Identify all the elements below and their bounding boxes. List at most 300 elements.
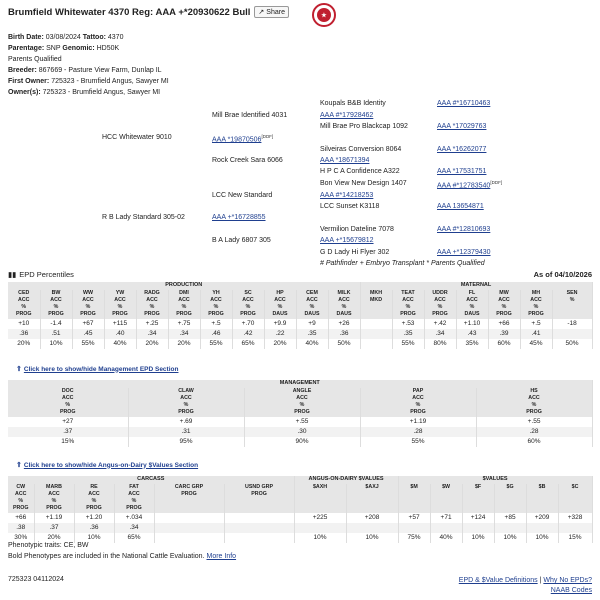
header-uddr — [424, 290, 456, 319]
header-line: PROG — [432, 311, 448, 317]
header-line — [347, 491, 398, 498]
header-line: PROG — [400, 311, 416, 317]
pedigree-dds-reg[interactable]: AAA #*12810693 — [437, 226, 491, 233]
value-marb: +1.19 — [34, 513, 74, 523]
pedigree-dam-name: R B Lady Standard 305-02 — [102, 214, 185, 221]
header-line: % — [469, 304, 475, 310]
birth-tattoo-line — [8, 34, 123, 41]
header-line: PROG — [126, 505, 142, 511]
epd-row — [8, 319, 592, 329]
value-pap: 55% — [360, 437, 476, 447]
header-line: CED — [18, 290, 30, 296]
pedigree-legend: # Pathfinder + Embryo Transplant * Parents Qualified — [320, 260, 485, 267]
pedigree-ddd-reg[interactable]: AAA +*12379430 — [437, 249, 491, 256]
pedigree-sire-name: HCC Whitewater 9010 — [102, 134, 172, 141]
header-line — [553, 304, 592, 311]
header-hp — [264, 290, 296, 319]
value-g — [494, 523, 526, 533]
value-axj: +208 — [346, 513, 398, 523]
header-line — [399, 491, 430, 498]
header-fat — [114, 484, 154, 513]
header-f — [462, 484, 494, 513]
header-line: ACC — [50, 297, 62, 303]
aod-group-header: ANGUS-ON-DAIRY $VALUES — [294, 476, 398, 484]
header-claw — [128, 388, 244, 417]
value-hp: 20% — [264, 339, 296, 349]
pedigree-sdd-reg[interactable]: AAA *17531751 — [437, 168, 487, 175]
header-line — [431, 491, 462, 498]
share-label: Share — [266, 8, 285, 16]
value-b — [526, 523, 558, 533]
epd-percentiles-header — [8, 270, 592, 279]
header-axh — [294, 484, 346, 513]
header-doc — [8, 388, 128, 417]
value-marb: .37 — [34, 523, 74, 533]
pedigree-sire-reg[interactable]: AAA *19870506 — [212, 136, 262, 144]
header-line: PROG — [176, 311, 192, 317]
value-cem: .35 — [296, 329, 328, 339]
carcass-group-header: CARCASS — [8, 476, 294, 484]
header-line: MARB — [46, 484, 62, 490]
header-c — [558, 484, 592, 513]
pedigree-sd-name: Rock Creek Sara 6066 — [212, 157, 283, 164]
value-f: 10% — [462, 533, 494, 543]
header-line: PROG — [208, 311, 224, 317]
parents-qualified: Parents Qualified — [8, 56, 62, 63]
naab-codes-link[interactable]: NAAB Codes — [550, 587, 592, 594]
production-maternal-table — [8, 282, 593, 349]
value-ced: 20% — [8, 339, 40, 349]
epd-row — [8, 417, 592, 427]
value-uddr: +.42 — [424, 319, 456, 329]
pedigree-ss-reg[interactable]: AAA #*17928462 — [320, 112, 374, 119]
value-angle: +.55 — [244, 417, 360, 427]
pedigree-sss-reg[interactable]: AAA #*16710463 — [437, 100, 491, 107]
value-b: 10% — [526, 533, 558, 543]
value-milk: .36 — [328, 329, 360, 339]
pedigree-ssd-reg[interactable]: AAA *17029763 — [437, 123, 487, 130]
value-angle: .30 — [244, 427, 360, 437]
value-yh: .46 — [200, 329, 232, 339]
breeder-label: Breeder: — [8, 67, 37, 74]
footer-links — [459, 576, 592, 596]
header-line: MW — [499, 290, 509, 296]
pedigree-ds-name: LCC New Standard — [212, 192, 273, 199]
epd-percentiles-title — [8, 270, 74, 279]
pedigree-ds-reg[interactable]: AAA #*14218253 — [320, 192, 374, 199]
value-ww: 55% — [72, 339, 104, 349]
header-line — [495, 491, 526, 498]
header-line: % — [533, 304, 539, 310]
header-line: PROG — [251, 491, 267, 497]
value-pap: +1.19 — [360, 417, 476, 427]
value-doc: +27 — [8, 417, 128, 427]
value-fat: 65% — [114, 533, 154, 543]
tattoo-label: Tattoo: — [82, 34, 106, 41]
header-ced — [8, 290, 40, 319]
header-line: ACC — [210, 297, 222, 303]
management-toggle-label: Click here to show/hide Management EPD Section — [23, 365, 179, 373]
value-sen: 50% — [552, 339, 592, 349]
header-line — [553, 311, 592, 318]
header-line: PROG — [496, 311, 512, 317]
value-sc: .42 — [232, 329, 264, 339]
value-radg: .34 — [136, 329, 168, 339]
header-line: BW — [51, 290, 61, 296]
value-uddr: 80% — [424, 339, 456, 349]
header-carc-grp — [154, 484, 224, 513]
header-line: $B — [538, 484, 546, 490]
dairy-toggle-link[interactable] — [16, 461, 198, 469]
value-usnd-grp — [224, 513, 294, 523]
header-line — [495, 498, 526, 505]
value-w: +71 — [430, 513, 462, 523]
header-line: % — [245, 304, 251, 310]
header-line: SC — [244, 290, 252, 296]
header-line: $C — [571, 484, 579, 490]
header-line: FL — [468, 290, 476, 296]
value-dmi: .34 — [168, 329, 200, 339]
header-line: MH — [531, 290, 541, 296]
epd-definitions-link[interactable]: EPD & $Value Definitions — [458, 577, 538, 584]
header-line — [559, 498, 592, 505]
header-line: RE — [90, 484, 98, 490]
header-line: % — [181, 304, 187, 310]
epd-percentiles-label: EPD Percentiles — [19, 270, 74, 279]
header-line: % — [18, 498, 24, 504]
first-owner-label: First Owner: — [8, 78, 50, 85]
epd-row — [8, 523, 592, 533]
value-ced: .36 — [8, 329, 40, 339]
value-fl: +1.10 — [456, 319, 488, 329]
header-dmi — [168, 290, 200, 319]
pedigree-sds-reg[interactable]: AAA *16262077 — [437, 146, 487, 153]
header-line — [463, 491, 494, 498]
header-line: SEN — [566, 290, 578, 296]
value-milk: 50% — [328, 339, 360, 349]
value-usnd-grp — [224, 523, 294, 533]
management-table — [8, 380, 593, 447]
header-line: MKH — [369, 290, 383, 296]
value-doc: .37 — [8, 427, 128, 437]
header-line — [295, 505, 346, 512]
header-line: PROG — [240, 311, 256, 317]
value-re: 10% — [74, 533, 114, 543]
owner-line — [8, 89, 160, 96]
header-line: % — [341, 304, 347, 310]
header-line: ACC — [466, 297, 478, 303]
header-line: MILK — [337, 290, 351, 296]
header-yw — [104, 290, 136, 319]
header-b — [526, 484, 558, 513]
header-line: % — [299, 402, 305, 408]
header-line: ACC — [15, 491, 27, 497]
value-usnd-grp — [224, 533, 294, 543]
header-line: % — [415, 402, 421, 408]
header-line: % — [131, 498, 137, 504]
why-no-epds-link[interactable]: Why No EPDs? — [543, 577, 592, 584]
header-line: PROG — [528, 311, 544, 317]
management-toggle-link[interactable] — [16, 365, 178, 373]
value-sc: 65% — [232, 339, 264, 349]
value-teat: 55% — [392, 339, 424, 349]
value-dmi: 20% — [168, 339, 200, 349]
header-line: PROG — [294, 409, 310, 415]
pedigree-sire-sub: [DDF] — [261, 134, 274, 139]
header-line: ACC — [128, 491, 140, 497]
header-usnd-grp — [224, 484, 294, 513]
bar-chart-icon: ▮▮ — [8, 270, 17, 279]
header-line: ACC — [434, 297, 446, 303]
value-mh: .41 — [520, 329, 552, 339]
header-line: YH — [212, 290, 220, 296]
header-line: PROG — [59, 409, 76, 415]
header-line: ACC — [180, 395, 192, 401]
pedigree-dss-reg[interactable]: AAA 13654871 — [437, 203, 484, 210]
header-line: $F — [474, 484, 482, 490]
header-line: % — [183, 402, 189, 408]
header-line: % — [149, 304, 155, 310]
value-yh: 55% — [200, 339, 232, 349]
header-line: ACC — [528, 395, 540, 401]
value-teat: .35 — [392, 329, 424, 339]
value-hp: +9.9 — [264, 319, 296, 329]
value-teat: +.53 — [392, 319, 424, 329]
header-line: CW — [16, 484, 26, 490]
value-yh: +.5 — [200, 319, 232, 329]
header-mkh — [360, 290, 392, 319]
header-line: ACC — [412, 395, 424, 401]
header-line — [347, 505, 398, 512]
header-line: % — [309, 304, 315, 310]
header-re — [74, 484, 114, 513]
header-line: $G — [506, 484, 514, 490]
value-bw: .51 — [40, 329, 72, 339]
value-fat: +.034 — [114, 513, 154, 523]
value-axj — [346, 523, 398, 533]
pedigree-dss-name: LCC Sunset K3118 — [320, 203, 380, 210]
pedigree-sds-name: Silveiras Conversion 8064 — [320, 146, 402, 153]
value-bw: -1.4 — [40, 319, 72, 329]
header-sen — [552, 290, 592, 319]
value-g: 10% — [494, 533, 526, 543]
header-line — [527, 491, 558, 498]
pedigree-dds-name: Vermilion Dateline 7078 — [320, 226, 394, 233]
header-line: ACC — [62, 395, 74, 401]
header-line — [295, 498, 346, 505]
header-line: CARC GRP — [174, 484, 204, 490]
bold-note-text: Bold Phenotypes are included in the National Cattle Evaluation. — [8, 553, 205, 560]
header-line: DMI — [179, 290, 189, 296]
value-c: +328 — [558, 513, 592, 523]
maternal-group-header: MATERNAL — [360, 282, 592, 290]
pedigree-sd-reg[interactable]: AAA *18671394 — [320, 157, 370, 164]
value-b: +209 — [526, 513, 558, 523]
header-line: % — [21, 304, 27, 310]
pedigree-dd-reg[interactable]: AAA +*15679812 — [320, 237, 374, 244]
value-milk: +26 — [328, 319, 360, 329]
header-line — [295, 491, 346, 498]
value-mkh — [360, 319, 392, 329]
header-milk — [328, 290, 360, 319]
header-mh — [520, 290, 552, 319]
header-line: ACC — [306, 297, 318, 303]
header-line: $AXJ — [365, 484, 379, 490]
value-carc-grp — [154, 533, 224, 543]
pedigree-dam-reg[interactable]: AAA +*16728855 — [212, 214, 266, 221]
value-m — [398, 523, 430, 533]
header-line: % — [437, 304, 443, 310]
header-line: CEM — [306, 290, 318, 296]
header-line — [399, 505, 430, 512]
value-g: +85 — [494, 513, 526, 523]
share-button[interactable] — [254, 6, 289, 18]
value-fl: 35% — [456, 339, 488, 349]
header-line: ACC — [274, 297, 286, 303]
double-chevron-icon: ⇑ — [16, 366, 22, 373]
header-hs — [476, 388, 592, 417]
carcass-values-table — [8, 476, 593, 543]
value-sc: +.70 — [232, 319, 264, 329]
value-axh — [294, 523, 346, 533]
angus-logo — [312, 3, 336, 27]
value-yw: 40% — [104, 339, 136, 349]
value-doc: 15% — [8, 437, 128, 447]
header-line — [527, 505, 558, 512]
value-axj: 10% — [346, 533, 398, 543]
header-sc — [232, 290, 264, 319]
epd-row — [8, 329, 592, 339]
value-sen — [552, 329, 592, 339]
header-line: ACC — [338, 297, 350, 303]
header-line: $W — [442, 484, 451, 490]
header-cw — [8, 484, 34, 513]
header-line — [225, 498, 294, 505]
header-line: HS — [530, 388, 538, 394]
epd-row — [8, 427, 592, 437]
value-fl: .43 — [456, 329, 488, 339]
header-line: PROG — [15, 311, 32, 317]
epd-row — [8, 339, 592, 349]
value-yw: .40 — [104, 329, 136, 339]
value-radg: +.25 — [136, 319, 168, 329]
value-cw: +66 — [8, 513, 34, 523]
pedigree-sddd-reg[interactable]: AAA #*12783540 — [437, 182, 491, 190]
value-uddr: .34 — [424, 329, 456, 339]
genomic-label: Genomic: — [62, 45, 95, 52]
value-mw: +66 — [488, 319, 520, 329]
pedigree-dd-name: B A Lady 6807 305 — [212, 237, 271, 244]
header-line: PROG — [144, 311, 160, 317]
value-claw: +.69 — [128, 417, 244, 427]
header-line: PROG — [48, 311, 64, 317]
birth-date: 03/08/2024 — [45, 34, 81, 41]
birth-date-label: Birth Date: — [8, 34, 44, 41]
header-fl — [456, 290, 488, 319]
value-mkh — [360, 329, 392, 339]
header-w — [430, 484, 462, 513]
header-line: ACC — [48, 491, 60, 497]
header-angle — [244, 388, 360, 417]
header-line — [361, 304, 392, 311]
pedigree-sddd-name: Bon View New Design 1407 — [320, 180, 407, 187]
value-cw: .38 — [8, 523, 34, 533]
more-info-link[interactable]: More Info — [206, 553, 237, 560]
double-chevron-icon: ⇑ — [16, 462, 22, 469]
value-marb: 20% — [34, 533, 74, 543]
epd-row — [8, 513, 592, 523]
phenotypic-traits: Phenotypic traits: CE, BW — [8, 542, 89, 549]
header-line: % — [117, 304, 123, 310]
header-line: $M — [410, 484, 418, 490]
header-line: ACC — [88, 491, 100, 497]
footer-separator: | — [539, 577, 542, 584]
header-line: ACC — [146, 297, 158, 303]
bold-phenotypes-note — [8, 553, 236, 560]
header-line: PROG — [80, 311, 96, 317]
value-axh: +225 — [294, 513, 346, 523]
value-ww: .45 — [72, 329, 104, 339]
logo-emblem: ★ — [317, 8, 331, 22]
header-line: ANGLE — [292, 388, 312, 394]
header-line: % — [91, 498, 97, 504]
value-sen: -18 — [552, 319, 592, 329]
parentage-line — [8, 45, 119, 52]
value-w: 40% — [430, 533, 462, 543]
value-mw: 60% — [488, 339, 520, 349]
header-line: ACC — [114, 297, 126, 303]
header-line — [399, 498, 430, 505]
header-line: % — [569, 297, 575, 303]
value-cem: 40% — [296, 339, 328, 349]
value-hs: +.55 — [476, 417, 592, 427]
header-line — [431, 498, 462, 505]
header-line: % — [53, 304, 59, 310]
header-line: RADG — [144, 290, 160, 296]
header-yh — [200, 290, 232, 319]
header-line: ACC — [530, 297, 542, 303]
header-bw — [40, 290, 72, 319]
value-c — [558, 523, 592, 533]
first-owner-value: 725323 - Brumfield Angus, Sawyer MI — [51, 78, 169, 85]
header-cem — [296, 290, 328, 319]
header-line: PROG — [86, 505, 102, 511]
value-angle: 90% — [244, 437, 360, 447]
header-line: USND GRP — [245, 484, 273, 490]
epd-row — [8, 533, 592, 543]
pedigree-ss-name: Mill Brae Identified 4031 — [212, 112, 288, 119]
genomic-value: HD50K — [96, 45, 120, 52]
header-line: PROG — [181, 491, 197, 497]
header-line: PROG — [526, 409, 542, 415]
header-line: PROG — [410, 409, 426, 415]
value-m: +57 — [398, 513, 430, 523]
header-line — [225, 505, 294, 512]
owner-value: 725323 - Brumfield Angus, Sawyer MI — [42, 89, 161, 96]
value-pap: .28 — [360, 427, 476, 437]
header-line — [559, 505, 592, 512]
header-line: PAP — [412, 388, 424, 394]
header-line: DAUS — [304, 311, 320, 317]
header-ww — [72, 290, 104, 319]
value-claw: 95% — [128, 437, 244, 447]
header-line: % — [501, 304, 507, 310]
share-icon: ↗ — [258, 9, 265, 16]
value-carc-grp — [154, 513, 224, 523]
header-line: ACC — [242, 297, 254, 303]
header-line — [495, 505, 526, 512]
pedigree-sss-name: Koupals B&B Identity — [320, 100, 386, 107]
